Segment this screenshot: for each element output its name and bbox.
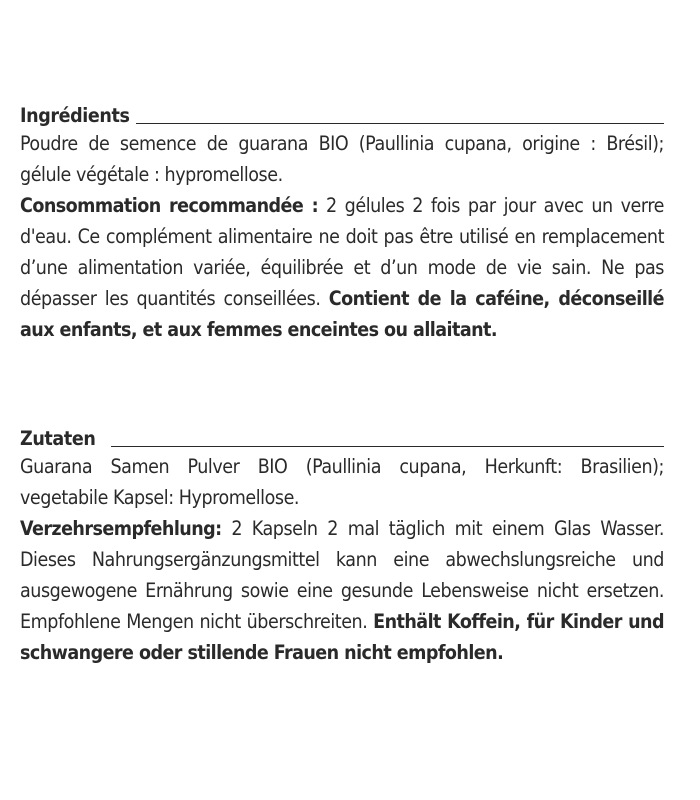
german-heading-underline [111,446,664,447]
german-heading-row [20,420,664,451]
french-heading: Ingrédients [20,103,130,127]
french-heading-row [20,97,664,128]
german-usage-paragraph [20,513,664,668]
french-ingredients-text: Poudre de semence de guarana BIO (Paullinia cupana, origine : Brésil); gélule végétale : hypromellose. [20,132,664,186]
german-usage-label: Verzehrsempfehlung: [20,517,222,540]
french-usage-text: 2 gélules 2 fois par jour avec un verre d'eau. Ce complément alimentaire ne doit pas être utilisé en remplacement d’une alimentation variée, équilibrée et d’un mode de vie sain. Ne pas dépasser les quantités conseillées. [20,194,664,310]
german-ingredients-text: Guarana Samen Pulver BIO (Paullinia cupana, Herkunft: Brasilien); vegetabile Kapsel: Hypromellose. [20,455,664,509]
german-warning-text: Enthält Koffein, für Kinder und schwangere oder stillende Frauen nicht empfohlen. [20,610,664,664]
french-section [20,97,664,345]
french-usage-label: Consommation recommandée : [20,194,319,217]
german-usage-text: 2 Kapseln 2 mal täglich mit einem Glas Wasser. Dieses Nahrungsergänzungsmittel kann eine abwechslungsreiche und ausgewogene Ernährung sowie eine gesunde Lebensweise nicht ersetzen. Empfohlene Mengen nicht überschreiten. [20,517,664,633]
french-usage-paragraph [20,190,664,345]
german-section [20,420,664,668]
german-heading: Zutaten [20,426,96,450]
french-warning-text: Contient de la caféine, déconseillé aux enfants, et aux femmes enceintes ou allaitant. [20,287,664,341]
french-heading-underline [136,123,664,124]
